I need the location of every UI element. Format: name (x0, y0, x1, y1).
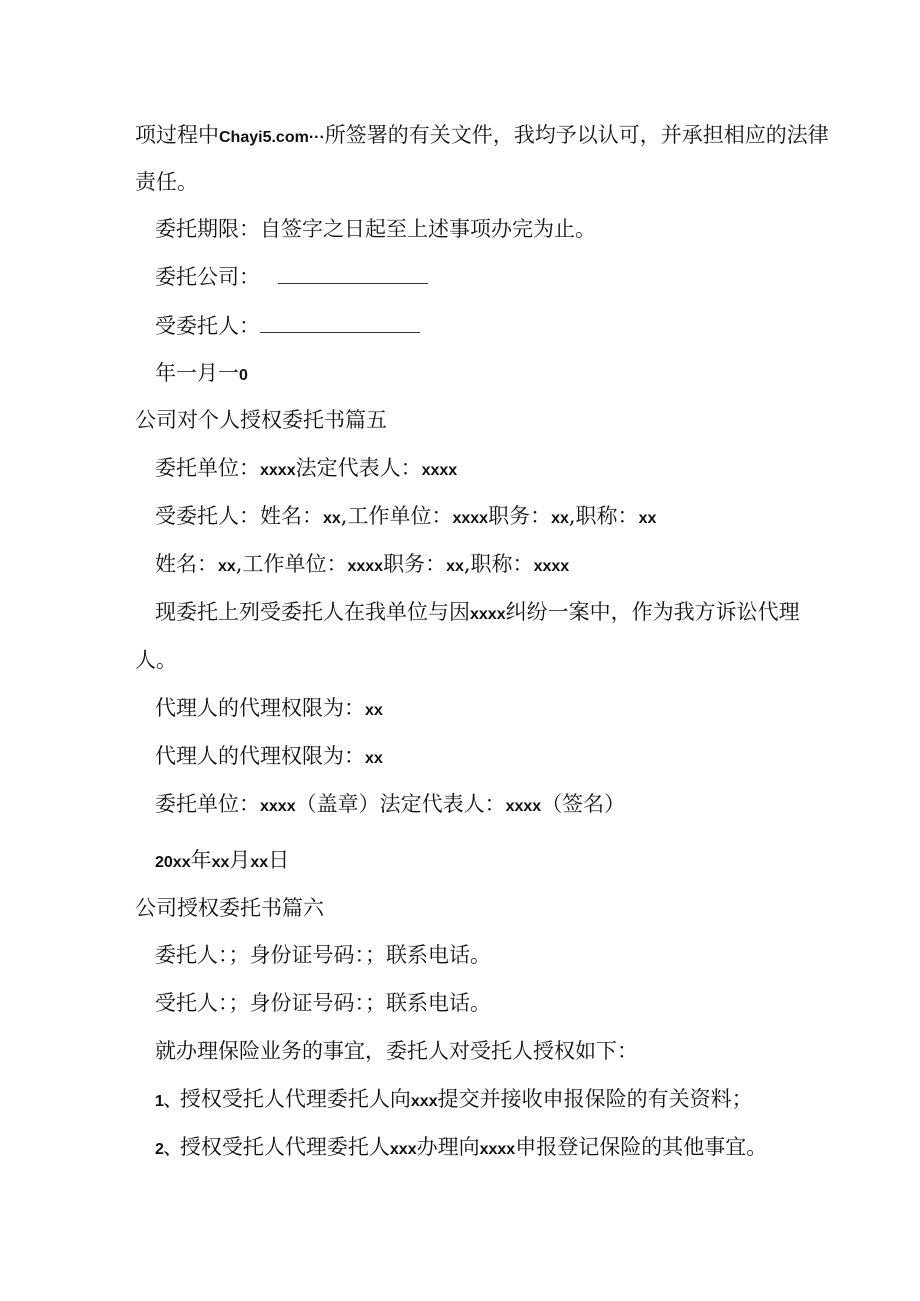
text: ,工作单位： (340, 504, 453, 528)
text: 责任。 (135, 170, 198, 194)
list-number: 1、 (155, 1093, 180, 1110)
paragraph-line (135, 645, 177, 675)
text: xx (323, 510, 341, 527)
text: xxxx (505, 798, 542, 815)
text: 人。 (135, 648, 177, 672)
text: xx (218, 558, 236, 575)
text: 法定代表人： (295, 456, 422, 480)
label: 委托公司： (155, 265, 260, 289)
text: xx (365, 750, 383, 767)
text: 委托单位： (155, 456, 260, 480)
text: xxxx (470, 606, 506, 623)
company-signature-line (155, 262, 428, 292)
text: 委托期限：自签字之日起至上述事项办完为止。 (155, 217, 596, 241)
text: 受委托人：姓名： (155, 504, 323, 528)
text: 委托单位： (155, 792, 260, 816)
text: 申报登记保险的其他事宜。 (515, 1135, 768, 1159)
paragraph-line (155, 741, 383, 774)
paragraph-line (155, 988, 491, 1018)
text: xx (551, 510, 569, 527)
paragraph-line (155, 693, 383, 726)
text: xxxx (479, 1141, 516, 1158)
text: 代理人的代理权限为： (155, 696, 365, 720)
text: xxx (389, 1141, 417, 1158)
text: xxxx (260, 798, 296, 815)
text: 就办理保险业务的事宜，委托人对受托人授权如下： (155, 1039, 638, 1063)
text: 项过程中 (135, 123, 219, 147)
text: xx (211, 854, 230, 871)
text: xx (638, 510, 657, 527)
list-number: 2、 (155, 1141, 180, 1158)
text: 年一月一 (155, 361, 239, 385)
paragraph-line (155, 1036, 638, 1066)
paragraph-line (155, 549, 569, 582)
heading-text: 公司授权委托书篇六 (135, 896, 324, 920)
trustee-signature-line (155, 311, 420, 341)
text: （签名） (541, 792, 626, 816)
text: xxxx (347, 558, 384, 575)
list-item (155, 1132, 767, 1165)
text: 委托人：；身份证号码：；联系电话。 (155, 943, 491, 967)
text: 所签署的有关文件，我均予以认可，并承担相应的法律 (324, 123, 829, 147)
paragraph-line (135, 120, 829, 153)
paragraph-line (155, 453, 457, 486)
text: 月 (229, 848, 251, 872)
text: 授权受托人代理委托人向 (179, 1087, 411, 1111)
text: 代理人的代理权限为： (155, 744, 365, 768)
text: 现委托上列受委托人在我单位与因 (155, 600, 470, 624)
term-line (155, 214, 596, 244)
signature-blank (260, 314, 420, 333)
date-line (155, 845, 289, 878)
date-line (155, 358, 248, 391)
paragraph-line (155, 501, 656, 534)
text: ,职称： (463, 552, 534, 576)
text: 0 (239, 367, 248, 384)
text: xxxx (533, 558, 570, 575)
text: xxx (410, 1093, 438, 1110)
section-heading (135, 893, 324, 923)
paragraph-line (155, 789, 625, 822)
text: 提交并接收申报保险的有关资料； (437, 1087, 753, 1111)
text: ,职称： (568, 504, 639, 528)
text: 纠纷一案中，作为我方诉讼代理 (505, 600, 800, 624)
label: 受委托人： (155, 314, 260, 338)
text: 职务： (488, 504, 552, 528)
paragraph-line (135, 167, 198, 197)
text: 日 (268, 848, 290, 872)
text: 职务： (383, 552, 447, 576)
text: ,工作单位： (235, 552, 348, 576)
text: 年 (190, 848, 212, 872)
section-heading (135, 405, 387, 435)
text: （盖章）法定代表人： (295, 792, 506, 816)
text: 授权受托人代理委托人 (179, 1135, 390, 1159)
text: xxxx (421, 462, 458, 479)
text: xxxx (260, 462, 296, 479)
text: xx (446, 558, 464, 575)
text: 受托人：；身份证号码：；联系电话。 (155, 991, 491, 1015)
list-item (155, 1084, 753, 1117)
heading-text: 公司对个人授权委托书篇五 (135, 408, 387, 432)
text: xx (250, 854, 269, 871)
text: 办理向 (416, 1135, 480, 1159)
text: 姓名： (155, 552, 218, 576)
paragraph-line (155, 597, 800, 630)
text: xxxx (452, 510, 489, 527)
text: xx (365, 702, 383, 719)
paragraph-line (155, 940, 491, 970)
signature-blank (278, 265, 428, 284)
text: 20xx (155, 854, 191, 871)
website-text: Chayi5.com··· (219, 129, 325, 146)
